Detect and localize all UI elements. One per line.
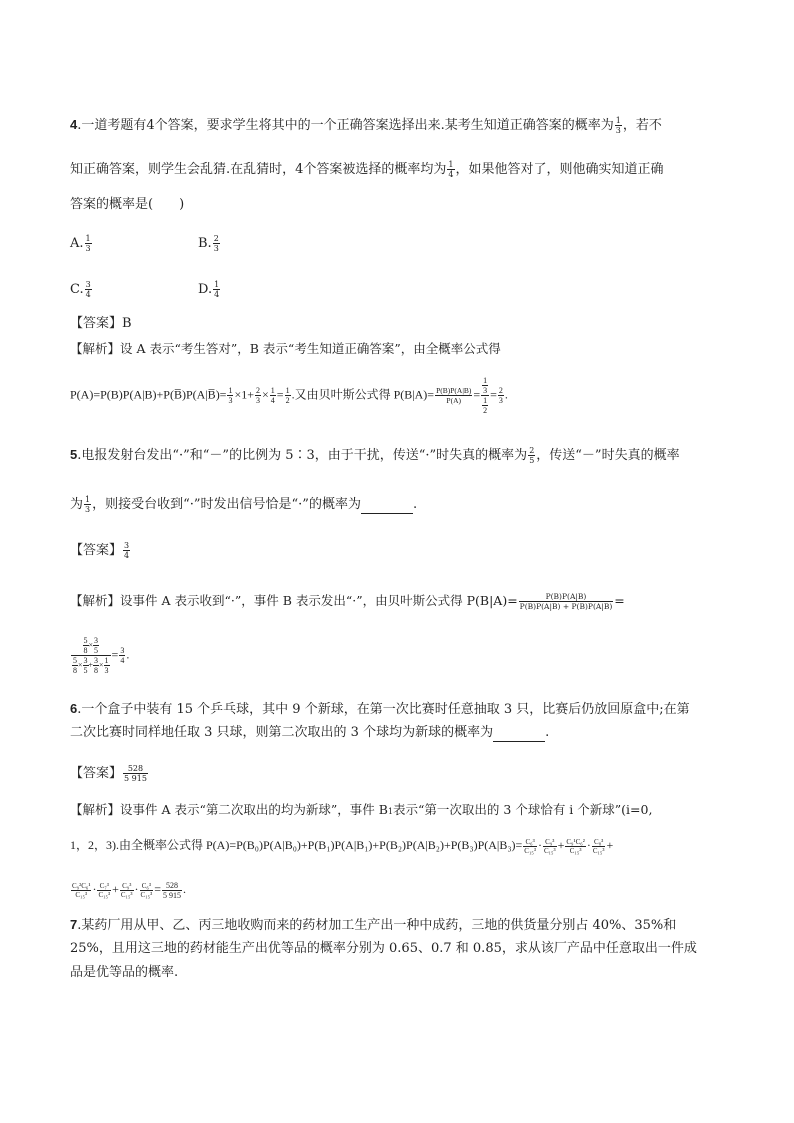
q7-line-3: 品是优等品的概率.: [70, 965, 179, 980]
q5-line-2: 为 $\frac{1}{3}$ ，则接受台收到“·”时发出信号恰是“·”的概率为 .: [70, 495, 418, 514]
fraction-1-3: $\frac{1}{3}$: [615, 116, 621, 135]
q7-line-1: 7.某药厂用从甲、乙、丙三地收购而来的药材加工生产出一种中成药，三地的供货量分别占 40%、35%和: [70, 917, 677, 933]
q6-answer: 【答案】 $\frac{528}{5 915}$: [70, 764, 147, 783]
q4-line-2: 知正确答案，则学生会乱猜.在乱猜时，4个答案被选择的概率均为 $\frac{1}{4}$ ，如果他答对了，则他确实知道正确: [70, 160, 664, 179]
q5-line-1: 5.电报发射台发出“·”和“－”的比例为 5∶3，由于干扰，传送“·”时失真的概率为 $\frac{2}{5}$ ，传送“－”时失真的概率: [70, 446, 680, 465]
option-c[interactable]: C. $\frac{3}{4}$: [70, 280, 91, 299]
q6-line-1: 6.一个盒子中装有 15 个乒乓球，其中 9 个新球，在第一次比赛时任意抽取 3 只，比赛后仍放回原盒中;在第: [70, 701, 690, 717]
option-b[interactable]: B. $\frac{2}{3}$: [198, 234, 219, 253]
q6-answer-blank[interactable]: [493, 728, 545, 742]
q4-solution-intro: 【解析】设 A 表示“考生答对”，B 表示“考生知道正确答案”，由全概率公式得: [70, 341, 501, 356]
q4-line-3: 答案的概率是( ): [70, 197, 185, 212]
q5-solution: 【解析】设事件 A 表示收到“·”，事件 B 表示发出“·”，由贝叶斯公式得 P(B|A)= $\frac{P(B)P(A|B)}{P(B)P(A|B) + P(B̅)P(A|B̅)}$ =: [70, 592, 625, 611]
option-d[interactable]: D. $\frac{1}{4}$: [198, 280, 220, 299]
q4-number: 4: [70, 117, 78, 132]
q4-answer: 【答案】B: [70, 316, 132, 331]
q6-solution-formula: 1，2，3).由全概率公式得 P(A)=P(B₀)P(A|B₀)+P(B₁)P(A|B₁)+P(B₂)P(A|B₂)+P(B₃)P(A|B₃)= $\frac{\text{C₆³}}{\text{C₁₅³}}$ · $\frac{\text{C₉³}}{\text{C₁₅³}}$ + $\frac{\text{C₉¹C₆²}}{\text{C₁₅³}}$ · $\frac{\text{C₈³}}{\text{C₁₅³}}$ +: [70, 837, 614, 855]
q4-line-1: 4.一道考题有4个答案，要求学生将其中的一个正确答案选择出来.某考生知道正确答案的概率为 $\frac{1}{3}$ ，若不: [70, 116, 662, 135]
q6-solution-intro: 【解析】设事件 A 表示“第二次取出的均为新球”，事件 B1表示“第一次取出的 3 个球恰有 i 个新球”(i=0,: [70, 802, 653, 817]
q5-answer: 【答案】 $\frac{3}{4}$: [70, 541, 130, 560]
q5-answer-blank[interactable]: [361, 500, 413, 514]
q6-line-2: 二次比赛时同样地任取 3 只球，则第二次取出的 3 个球均为新球的概率为 .: [70, 725, 550, 740]
option-a[interactable]: A. $\frac{1}{3}$: [70, 234, 91, 253]
fraction-1-4: $\frac{1}{4}$: [448, 160, 454, 179]
q7-line-2: 25%，且用这三地的药材能生产出优等品的概率分别为 0.65、0.7 和 0.85，求从该厂产品中任意取出一件成: [70, 941, 697, 956]
q6-solution-result: $\frac{\text{C₉²C₆¹}}{\text{C₁₅³}}$ · $\frac{\text{C₇³}}{\text{C₁₅³}}$ + $\frac{\text{C₉³}}{\text{C₁₅³}}$ · $\frac{\text{C₆³}}{\text{C₁₅³}}$ = $\frac{528}{5 915}$ .: [72, 880, 186, 900]
q5-solution-result: $\frac{5}{8}$ × $\frac{3}{5}$ $\frac{5}{8}$ × $\frac{3}{5}$ + $\frac{3}{8}$ × $\frac{1}{3}$ = $\frac{3}{4}$ .: [73, 636, 130, 675]
q4-solution-formula: P(A)=P(B)P(A|B)+P(B̅)P(A|B̅)= $\frac{1}{3}$ ×1+ $\frac{2}{3}$ × $\frac{1}{4}$ = $\frac{1}{2}$ .又由贝叶斯公式得 P(B|A)= $\frac{P(B)P(A|B)}{P(A)}$ = $\frac{\frac{1}{3}}{\frac{1}{2}}$ = $\frac{2}{3}$ .: [70, 376, 508, 415]
